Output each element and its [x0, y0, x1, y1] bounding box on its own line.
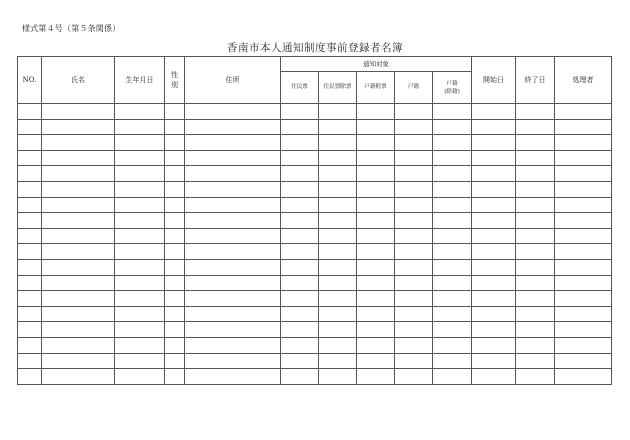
table-cell — [555, 166, 612, 182]
subheader-family-register-removed — [433, 72, 472, 104]
table-cell — [281, 150, 319, 166]
table-cell — [433, 150, 472, 166]
table-cell — [433, 291, 472, 307]
table-cell — [472, 119, 516, 135]
table-cell — [555, 259, 612, 275]
table-cell — [165, 197, 185, 213]
table-cell — [115, 275, 165, 291]
table-cell — [472, 353, 516, 369]
table-cell — [472, 181, 516, 197]
table-cell — [395, 306, 433, 322]
table-cell — [516, 197, 555, 213]
table-cell — [357, 119, 395, 135]
table-cell — [185, 275, 281, 291]
table-cell — [516, 322, 555, 338]
table-cell — [115, 306, 165, 322]
header-sex-line1: 性 — [171, 71, 178, 79]
table-cell — [185, 259, 281, 275]
table-cell — [18, 291, 42, 307]
table-cell — [42, 337, 115, 353]
table-cell — [433, 119, 472, 135]
table-cell — [281, 181, 319, 197]
table-cell — [472, 322, 516, 338]
table-cell — [185, 353, 281, 369]
table-cell — [319, 369, 357, 385]
table-cell — [18, 150, 42, 166]
table-cell — [516, 104, 555, 120]
table-cell — [165, 353, 185, 369]
table-cell — [516, 275, 555, 291]
header-address: 住所 — [185, 57, 281, 104]
table-cell — [42, 244, 115, 260]
table-cell — [433, 353, 472, 369]
table-cell — [42, 104, 115, 120]
table-cell — [165, 181, 185, 197]
table-cell — [395, 213, 433, 229]
table-cell — [42, 181, 115, 197]
table-cell — [395, 353, 433, 369]
table-cell — [165, 104, 185, 120]
table-cell — [472, 306, 516, 322]
table-cell — [472, 166, 516, 182]
table-cell — [319, 291, 357, 307]
table-cell — [433, 369, 472, 385]
table-cell — [281, 275, 319, 291]
table-cell — [516, 306, 555, 322]
registry-table-body — [18, 104, 612, 385]
table-cell — [555, 291, 612, 307]
table-cell — [357, 306, 395, 322]
table-cell — [18, 306, 42, 322]
table-cell — [185, 197, 281, 213]
table-cell — [281, 135, 319, 151]
table-cell — [357, 275, 395, 291]
table-cell — [42, 166, 115, 182]
table-cell — [115, 322, 165, 338]
table-cell — [165, 135, 185, 151]
table-cell — [281, 306, 319, 322]
table-cell — [319, 259, 357, 275]
table-cell — [433, 337, 472, 353]
table-cell — [18, 197, 42, 213]
table-cell — [42, 150, 115, 166]
table-cell — [18, 322, 42, 338]
table-cell — [185, 166, 281, 182]
table-cell — [42, 259, 115, 275]
table-row — [18, 244, 612, 260]
table-cell — [433, 213, 472, 229]
table-cell — [433, 135, 472, 151]
header-row-main — [18, 57, 612, 72]
table-cell — [165, 306, 185, 322]
table-cell — [185, 322, 281, 338]
table-cell — [18, 353, 42, 369]
table-cell — [319, 119, 357, 135]
table-cell — [42, 228, 115, 244]
table-cell — [472, 259, 516, 275]
table-cell — [357, 369, 395, 385]
subheader-removed-resident-card: 住民票除票 — [319, 72, 357, 104]
table-row — [18, 181, 612, 197]
table-cell — [433, 275, 472, 291]
table-cell — [18, 166, 42, 182]
table-cell — [516, 213, 555, 229]
table-cell — [395, 291, 433, 307]
header-start-date: 開始日 — [472, 57, 516, 104]
table-cell — [357, 337, 395, 353]
table-cell — [357, 197, 395, 213]
table-cell — [319, 353, 357, 369]
table-row — [18, 275, 612, 291]
table-cell — [185, 306, 281, 322]
table-cell — [555, 181, 612, 197]
table-cell — [281, 213, 319, 229]
subheader-family-register-attachment: 戸籍附票 — [357, 72, 395, 104]
table-cell — [115, 337, 165, 353]
table-row — [18, 150, 612, 166]
table-cell — [18, 213, 42, 229]
table-cell — [395, 322, 433, 338]
table-cell — [115, 244, 165, 260]
table-cell — [42, 306, 115, 322]
table-cell — [357, 291, 395, 307]
table-cell — [42, 119, 115, 135]
table-cell — [18, 228, 42, 244]
table-cell — [516, 119, 555, 135]
table-cell — [357, 259, 395, 275]
table-row — [18, 228, 612, 244]
table-cell — [472, 337, 516, 353]
table-cell — [357, 353, 395, 369]
table-cell — [433, 166, 472, 182]
table-cell — [516, 337, 555, 353]
table-cell — [433, 244, 472, 260]
table-cell — [555, 244, 612, 260]
table-cell — [319, 275, 357, 291]
table-cell — [319, 322, 357, 338]
table-cell — [281, 244, 319, 260]
table-cell — [555, 119, 612, 135]
table-cell — [42, 353, 115, 369]
table-cell — [555, 228, 612, 244]
table-cell — [516, 181, 555, 197]
header-notification-target: 通知対象 — [281, 57, 472, 72]
header-sex-line2: 別 — [171, 81, 178, 89]
table-cell — [115, 181, 165, 197]
table-cell — [395, 181, 433, 197]
table-cell — [516, 244, 555, 260]
table-row — [18, 135, 612, 151]
table-cell — [555, 135, 612, 151]
table-cell — [472, 291, 516, 307]
table-cell — [516, 228, 555, 244]
table-cell — [357, 213, 395, 229]
table-cell — [281, 104, 319, 120]
table-cell — [357, 104, 395, 120]
table-cell — [165, 259, 185, 275]
table-cell — [115, 104, 165, 120]
table-cell — [395, 369, 433, 385]
table-cell — [18, 135, 42, 151]
table-cell — [185, 181, 281, 197]
table-cell — [281, 228, 319, 244]
table-cell — [357, 322, 395, 338]
table-cell — [281, 197, 319, 213]
table-cell — [165, 150, 185, 166]
header-sex — [165, 57, 185, 104]
table-cell — [433, 104, 472, 120]
table-cell — [185, 244, 281, 260]
table-cell — [165, 291, 185, 307]
table-cell — [395, 275, 433, 291]
table-row — [18, 166, 612, 182]
table-row — [18, 291, 612, 307]
form-number: 様式第４号（第５条関係） — [22, 24, 121, 33]
table-cell — [115, 291, 165, 307]
table-cell — [555, 213, 612, 229]
table-cell — [433, 181, 472, 197]
table-cell — [472, 275, 516, 291]
table-cell — [472, 369, 516, 385]
table-cell — [357, 181, 395, 197]
table-cell — [185, 228, 281, 244]
subheader-removed-line1: 戸籍 — [446, 80, 458, 87]
table-cell — [555, 353, 612, 369]
table-row — [18, 369, 612, 385]
table-cell — [395, 135, 433, 151]
table-cell — [319, 181, 357, 197]
table-cell — [42, 322, 115, 338]
table-cell — [115, 353, 165, 369]
table-cell — [472, 150, 516, 166]
table-cell — [433, 306, 472, 322]
table-cell — [472, 104, 516, 120]
table-cell — [319, 166, 357, 182]
table-cell — [281, 322, 319, 338]
table-cell — [185, 150, 281, 166]
table-cell — [357, 135, 395, 151]
table-cell — [185, 135, 281, 151]
table-row — [18, 337, 612, 353]
table-cell — [516, 135, 555, 151]
table-row — [18, 259, 612, 275]
table-cell — [281, 119, 319, 135]
table-cell — [42, 369, 115, 385]
header-birthdate: 生年月日 — [115, 57, 165, 104]
table-cell — [319, 306, 357, 322]
table-cell — [18, 244, 42, 260]
table-cell — [357, 166, 395, 182]
table-row — [18, 119, 612, 135]
table-cell — [395, 337, 433, 353]
table-cell — [395, 104, 433, 120]
subheader-family-register: 戸籍 — [395, 72, 433, 104]
table-cell — [115, 197, 165, 213]
table-cell — [185, 213, 281, 229]
table-row — [18, 197, 612, 213]
table-cell — [185, 369, 281, 385]
table-cell — [185, 291, 281, 307]
table-cell — [433, 259, 472, 275]
table-cell — [472, 228, 516, 244]
table-cell — [281, 369, 319, 385]
table-cell — [115, 213, 165, 229]
header-no: NO. — [18, 57, 42, 104]
table-cell — [281, 291, 319, 307]
table-cell — [516, 259, 555, 275]
table-cell — [115, 166, 165, 182]
table-cell — [281, 353, 319, 369]
table-cell — [433, 197, 472, 213]
table-row — [18, 353, 612, 369]
table-cell — [555, 150, 612, 166]
subheader-removed-line2: (除籍) — [444, 88, 460, 95]
table-cell — [319, 104, 357, 120]
table-cell — [42, 213, 115, 229]
table-cell — [555, 275, 612, 291]
table-cell — [357, 150, 395, 166]
table-cell — [165, 369, 185, 385]
table-cell — [42, 291, 115, 307]
table-cell — [357, 228, 395, 244]
table-cell — [165, 337, 185, 353]
table-cell — [18, 337, 42, 353]
table-cell — [472, 244, 516, 260]
table-cell — [319, 150, 357, 166]
table-cell — [18, 275, 42, 291]
table-cell — [18, 369, 42, 385]
table-cell — [42, 197, 115, 213]
table-cell — [555, 337, 612, 353]
table-cell — [281, 166, 319, 182]
table-cell — [555, 369, 612, 385]
table-cell — [395, 197, 433, 213]
table-cell — [165, 322, 185, 338]
table-cell — [516, 369, 555, 385]
document-title: 香南市本人通知制度事前登録者名簿 — [227, 42, 403, 54]
table-cell — [319, 244, 357, 260]
table-cell — [555, 197, 612, 213]
registry-table — [17, 56, 612, 385]
table-cell — [42, 135, 115, 151]
table-cell — [165, 244, 185, 260]
table-cell — [185, 104, 281, 120]
table-cell — [115, 228, 165, 244]
table-cell — [319, 213, 357, 229]
table-cell — [555, 322, 612, 338]
table-cell — [115, 369, 165, 385]
table-row — [18, 322, 612, 338]
table-cell — [18, 119, 42, 135]
table-cell — [165, 119, 185, 135]
table-cell — [395, 228, 433, 244]
table-cell — [319, 228, 357, 244]
table-cell — [319, 197, 357, 213]
table-cell — [185, 337, 281, 353]
table-cell — [357, 244, 395, 260]
table-cell — [433, 228, 472, 244]
header-processor: 処理者 — [555, 57, 612, 104]
table-cell — [395, 244, 433, 260]
table-cell — [472, 135, 516, 151]
table-row — [18, 213, 612, 229]
table-cell — [555, 306, 612, 322]
table-cell — [516, 166, 555, 182]
table-row — [18, 104, 612, 120]
table-cell — [18, 259, 42, 275]
table-cell — [319, 135, 357, 151]
subheader-resident-card: 住民票 — [281, 72, 319, 104]
table-cell — [319, 337, 357, 353]
table-cell — [395, 259, 433, 275]
table-cell — [185, 119, 281, 135]
table-cell — [115, 150, 165, 166]
table-cell — [472, 197, 516, 213]
table-cell — [165, 166, 185, 182]
table-cell — [395, 166, 433, 182]
table-cell — [18, 104, 42, 120]
table-cell — [472, 213, 516, 229]
table-cell — [281, 337, 319, 353]
table-cell — [395, 150, 433, 166]
header-name: 氏名 — [42, 57, 115, 104]
header-end-date: 終了日 — [516, 57, 555, 104]
table-cell — [115, 259, 165, 275]
table-cell — [516, 353, 555, 369]
table-cell — [516, 150, 555, 166]
table-cell — [555, 104, 612, 120]
table-cell — [165, 228, 185, 244]
table-cell — [281, 259, 319, 275]
table-row — [18, 306, 612, 322]
table-cell — [516, 291, 555, 307]
table-cell — [165, 213, 185, 229]
table-cell — [395, 119, 433, 135]
table-cell — [433, 322, 472, 338]
table-cell — [18, 181, 42, 197]
table-cell — [42, 275, 115, 291]
table-cell — [115, 119, 165, 135]
table-cell — [115, 135, 165, 151]
table-cell — [165, 275, 185, 291]
